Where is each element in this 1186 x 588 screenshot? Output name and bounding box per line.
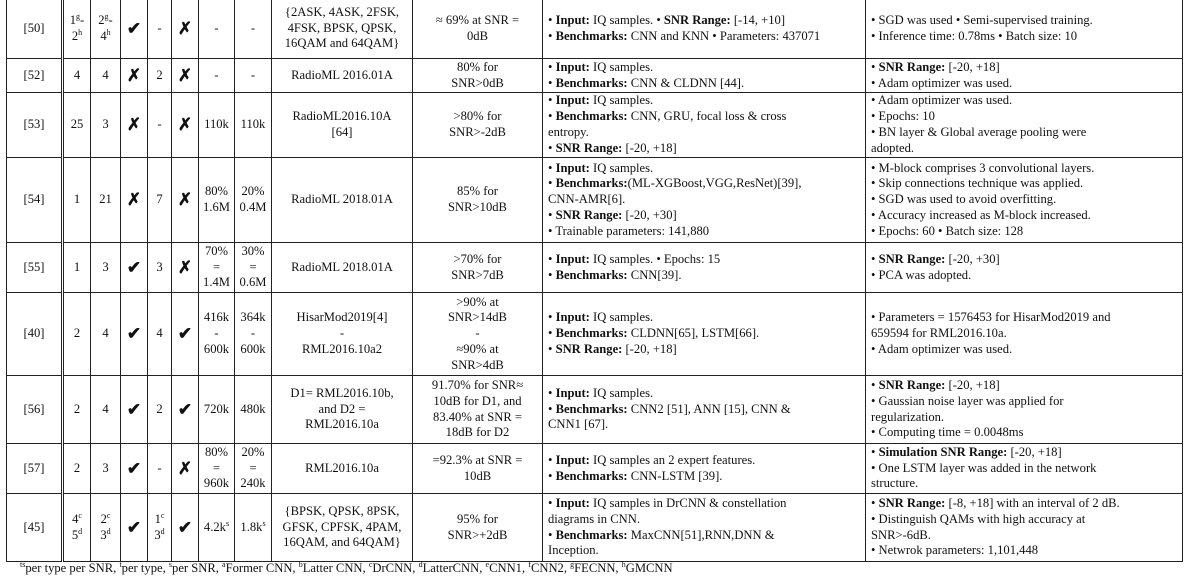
dataset-cell: RadioML2016.10A [64]	[272, 93, 413, 158]
cell-c1: 2	[63, 444, 91, 494]
cell-c2: 3	[91, 444, 121, 494]
cell-c4: 4	[148, 293, 172, 376]
ref-cell: [54]	[7, 158, 63, 243]
cell-c4: 3	[148, 243, 172, 293]
cell-c7: 20% 0.4M	[235, 158, 272, 243]
table-row	[7, 59, 1183, 93]
accuracy-cell: >80% for SNR>-2dB	[413, 93, 543, 158]
cell-c1: 1	[63, 158, 91, 243]
mark-cell-1: ✗	[121, 59, 148, 93]
notes-cell: • Input: IQ samples. • Benchmarks:(ML-XGBoost,VGG,ResNet)[39], CNN-AMR[6]. • SNR Range: [-20, +30] • Trainable parameters: 141,880	[543, 158, 866, 243]
remarks-cell: • SNR Range: [-20, +18] • Gaussian noise layer was applied for regularization. • Computing time = 0.0048ms	[866, 376, 1183, 444]
mark-cell-1: ✔	[121, 444, 148, 494]
mark-cell-2: ✗	[172, 93, 199, 158]
cell-c1: 1$^g$- 2$^h$	[63, 0, 91, 59]
cell-c6: 70% = 1.4M	[199, 243, 235, 293]
table-row	[7, 376, 1183, 444]
table-row	[7, 93, 1183, 158]
dataset-cell: {BPSK, QPSK, 8PSK, GFSK, CPFSK, 4PAM, 16QAM, and 64QAM}	[272, 494, 413, 562]
mark-cell-2: ✔	[172, 376, 199, 444]
accuracy-cell: 80% for SNR>0dB	[413, 59, 543, 93]
table-row	[7, 293, 1183, 376]
cell-c4: -	[148, 0, 172, 59]
cell-c1: 4$^c$ 5$^d$	[63, 494, 91, 562]
cell-c2: 4	[91, 59, 121, 93]
ref-cell: [45]	[7, 494, 63, 562]
cell-c4: -	[148, 444, 172, 494]
cell-c7: $1.8k^s$	[235, 494, 272, 562]
cell-c6: 110k	[199, 93, 235, 158]
notes-cell: • Input: IQ samples. • Benchmarks: CLDNN[65], LSTM[66]. • SNR Range: [-20, +18]	[543, 293, 866, 376]
mark-cell-1: ✗	[121, 93, 148, 158]
ref-cell: [56]	[7, 376, 63, 444]
mark-cell-1: ✗	[121, 158, 148, 243]
cell-c2: 2$^g$- 4$^h$	[91, 0, 121, 59]
mark-cell-2: ✔	[172, 293, 199, 376]
mark-cell-2: ✗	[172, 243, 199, 293]
cell-c1: 1	[63, 243, 91, 293]
ref-cell: [40]	[7, 293, 63, 376]
cell-c4: 7	[148, 158, 172, 243]
cell-c6: 80% 1.6M	[199, 158, 235, 243]
dataset-cell: HisarMod2019[4] - RML2016.10a2	[272, 293, 413, 376]
remarks-cell: • SNR Range: [-8, +18] with an interval of 2 dB. • Distinguish QAMs with high accuracy at SNR>-6dB. • Netwrok parameters: 1,101,448	[866, 494, 1183, 562]
cell-c7: -	[235, 0, 272, 59]
remarks-cell: • Simulation SNR Range: [-20, +18] • One LSTM layer was added in the network structure.	[866, 444, 1183, 494]
notes-cell: • Input: IQ samples. • Benchmarks: CNN & CLDNN [44].	[543, 59, 866, 93]
dataset-cell: RadioML 2016.01A	[272, 59, 413, 93]
mark-cell-1: ✔	[121, 243, 148, 293]
dataset-cell: RadioML 2018.01A	[272, 243, 413, 293]
notes-cell: • Input: IQ samples. • Epochs: 15 • Benchmarks: CNN[39].	[543, 243, 866, 293]
cell-c1: 2	[63, 293, 91, 376]
mark-cell-1: ✔	[121, 0, 148, 59]
cell-c7: 480k	[235, 376, 272, 444]
cell-c2: 21	[91, 158, 121, 243]
cell-c4: 1$^c$ 3$^d$	[148, 494, 172, 562]
cell-c2: 4	[91, 293, 121, 376]
notes-cell: • Input: IQ samples. • Benchmarks: CNN, GRU, focal loss & cross entropy. • SNR Range: [-20, +18]	[543, 93, 866, 158]
dataset-cell: RML2016.10a	[272, 444, 413, 494]
cell-c2: 3	[91, 93, 121, 158]
cell-c6: $4.2k^s$	[199, 494, 235, 562]
notes-cell: • Input: IQ samples. • SNR Range: [-14, +10] • Benchmarks: CNN and KNN • Parameters: 437071	[543, 0, 866, 59]
accuracy-cell: =92.3% at SNR = 10dB	[413, 444, 543, 494]
cell-c7: -	[235, 59, 272, 93]
dataset-cell: D1= RML2016.10b, and D2 = RML2016.10a	[272, 376, 413, 444]
accuracy-cell: >70% for SNR>7dB	[413, 243, 543, 293]
cell-c7: 364k - 600k	[235, 293, 272, 376]
notes-cell: • Input: IQ samples an 2 expert features. • Benchmarks: CNN-LSTM [39].	[543, 444, 866, 494]
cell-c7: 30% = 0.6M	[235, 243, 272, 293]
cell-c1: 4	[63, 59, 91, 93]
cell-c2: 3	[91, 243, 121, 293]
comparison-table	[6, 0, 1183, 562]
accuracy-cell: ≈ 69% at SNR = 0dB	[413, 0, 543, 59]
mark-cell-1: ✔	[121, 293, 148, 376]
cell-c4: 2	[148, 59, 172, 93]
remarks-cell: • Adam optimizer was used. • Epochs: 10 • BN layer & Global average pooling were adopted.	[866, 93, 1183, 158]
accuracy-cell: 95% for SNR>+2dB	[413, 494, 543, 562]
mark-cell-2: ✗	[172, 59, 199, 93]
remarks-cell: • SNR Range: [-20, +18] • Adam optimizer was used.	[866, 59, 1183, 93]
cell-c1: 2	[63, 376, 91, 444]
remarks-cell: • M-block comprises 3 convolutional layers. • Skip connections technique was applied. • SGD was used to avoid overfitting. • Accuracy increased as M-block increased. • Epochs: 60 • Batch size: 128	[866, 158, 1183, 243]
mark-cell-2: ✗	[172, 158, 199, 243]
table-row	[7, 444, 1183, 494]
cell-c4: 2	[148, 376, 172, 444]
table-row	[7, 158, 1183, 243]
mark-cell-1: ✔	[121, 494, 148, 562]
table-footnote: $^{ts}$per type per SNR, $^t$per type, $^s$per SNR, $^a$Former CNN, $^b$Latter CNN, $^c$DrCNN, $^d$LatterCNN, $^e$CNN1, $^f$CNN2, $^g$FECNN, $^h$GMCNN	[20, 560, 673, 575]
ref-cell: [55]	[7, 243, 63, 293]
table-body	[7, 0, 1183, 562]
table-row	[7, 0, 1183, 59]
remarks-cell: • Parameters = 1576453 for HisarMod2019 and 659594 for RML2016.10a. • Adam optimizer was used.	[866, 293, 1183, 376]
table-row	[7, 243, 1183, 293]
mark-cell-2: ✔	[172, 494, 199, 562]
mark-cell-1: ✔	[121, 376, 148, 444]
ref-cell: [57]	[7, 444, 63, 494]
cell-c7: 20% = 240k	[235, 444, 272, 494]
notes-cell: • Input: IQ samples. • Benchmarks: CNN2 [51], ANN [15], CNN & CNN1 [67].	[543, 376, 866, 444]
accuracy-cell: 91.70% for SNR≈ 10dB for D1, and 83.40% at SNR = 18dB for D2	[413, 376, 543, 444]
mark-cell-2: ✗	[172, 444, 199, 494]
cell-c6: 80% = 960k	[199, 444, 235, 494]
cell-c6: 720k	[199, 376, 235, 444]
remarks-cell: • SNR Range: [-20, +30] • PCA was adopted.	[866, 243, 1183, 293]
cell-c1: 25	[63, 93, 91, 158]
cell-c6: -	[199, 0, 235, 59]
ref-cell: [52]	[7, 59, 63, 93]
ref-cell: [50]	[7, 0, 63, 59]
mark-cell-2: ✗	[172, 0, 199, 59]
cell-c6: 416k - 600k	[199, 293, 235, 376]
remarks-cell: • SGD was used • Semi-supervised training. • Inference time: 0.78ms • Batch size: 10	[866, 0, 1183, 59]
dataset-cell: {2ASK, 4ASK, 2FSK, 4FSK, BPSK, QPSK, 16QAM and 64QAM}	[272, 0, 413, 59]
table-row	[7, 494, 1183, 562]
cell-c7: 110k	[235, 93, 272, 158]
cell-c2: 4	[91, 376, 121, 444]
notes-cell: • Input: IQ samples in DrCNN & constellation diagrams in CNN. • Benchmarks: MaxCNN[51],RNN,DNN & Inception.	[543, 494, 866, 562]
ref-cell: [53]	[7, 93, 63, 158]
cell-c4: -	[148, 93, 172, 158]
dataset-cell: RadioML 2018.01A	[272, 158, 413, 243]
accuracy-cell: >90% at SNR>14dB - ≈90% at SNR>4dB	[413, 293, 543, 376]
cell-c6: -	[199, 59, 235, 93]
cell-c2: 2$^c$ 3$^d$	[91, 494, 121, 562]
accuracy-cell: 85% for SNR>10dB	[413, 158, 543, 243]
